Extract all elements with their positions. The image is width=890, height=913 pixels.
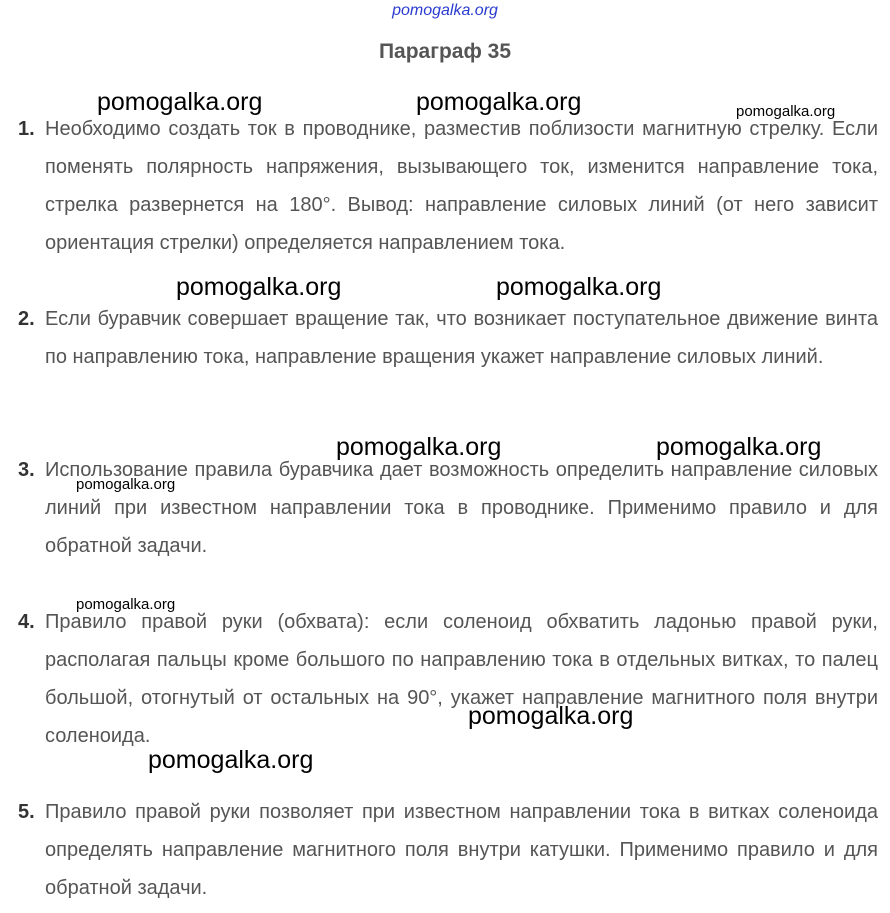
item-number: 2. [18,308,35,330]
watermark: pomogalka.org [76,476,176,493]
item-number: 1. [18,118,35,140]
watermark: pomogalka.org [148,746,314,774]
watermark: pomogalka.org [176,273,342,301]
item-number: 3. [18,459,35,481]
watermark: pomogalka.org [416,88,582,116]
watermark: pomogalka.org [336,433,502,461]
page-title: Параграф 35 [378,40,512,63]
item-text: Правило правой руки (обхвата): если соленоид обхватить ладонью правой руки, располагая пальцы кроме большого по направлению тока в отдельных витках, то палец большой, отогнутый от остальных на 90°, укажет направление магнитного поля внутри соленоида. [45,611,878,747]
watermark: pomogalka.org [76,596,176,613]
item-number: 4. [18,611,35,633]
list-item [18,451,878,565]
item-text: Правило правой руки позволяет при известном направлении тока в витках соленоида определять направление магнитного поля внутри катушки. Применимо правило и для обратной задачи. [45,801,878,899]
item-text: Использование правила буравчика дает возможность определить направление силовых линий при известном направлении тока в проводнике. Применимо правило и для обратной задачи. [45,459,878,557]
list-item [18,603,878,755]
list-item [18,110,878,262]
list-item [18,300,878,376]
item-text: Необходимо создать ток в проводнике, разместив поблизости магнитную стрелку. Если поменять полярность напряжения, вызывающего ток, изменится направление тока, стрелка развернется на 180°. Вывод: направление силовых линий (от него зависит ориентация стрелки) определяется направлением тока. [45,118,878,254]
watermark: pomogalka.org [736,103,836,120]
top-watermark: pomogalka.org [392,2,498,19]
watermark: pomogalka.org [97,88,263,116]
list-item [18,793,878,907]
watermark: pomogalka.org [656,433,822,461]
item-number: 5. [18,801,35,823]
item-text: Если буравчик совершает вращение так, что возникает поступательное движение винта по направлению тока, направление вращения укажет направление силовых линий. [45,308,878,368]
watermark: pomogalka.org [468,702,634,730]
watermark: pomogalka.org [496,273,662,301]
